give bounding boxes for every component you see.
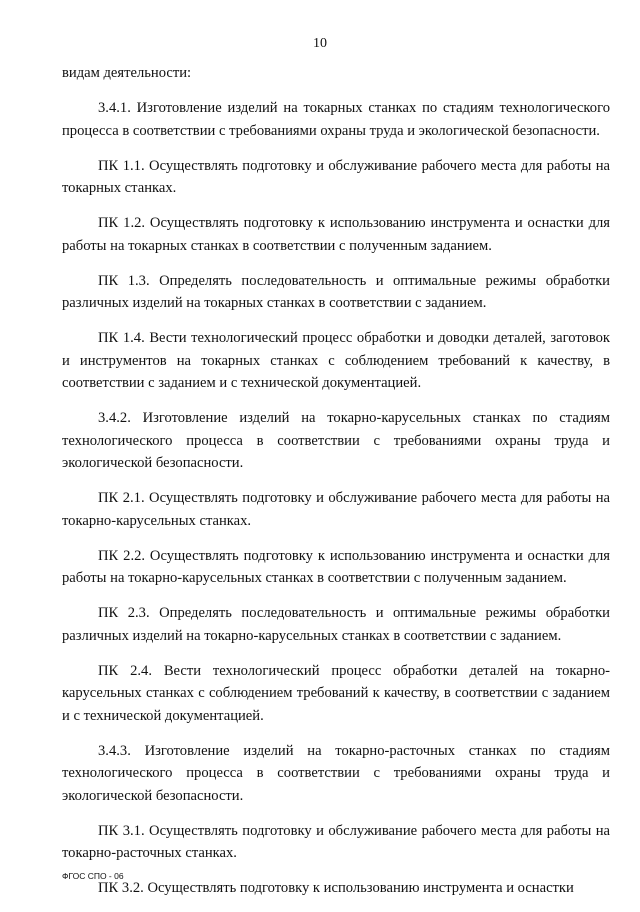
competency-pk-2-3: ПК 2.3. Определять последовательность и оптимальные режимы обработки различных изделий на токарно-карусельных станках в соответствии с заданием. [62, 605, 610, 644]
competency-pk-1-4: ПК 1.4. Вести технологический процесс обработки и доводки деталей, заготовок и инструментов на токарных станках с соблюдением требований к качеству, в соответствии с заданием и с технической документацией. [62, 330, 610, 391]
section-3-4-3-heading: 3.4.3. Изготовление изделий на токарно-расточных станках по стадиям технологического процесса в соответствии с требованиями охраны труда и экологической безопасности. [62, 742, 610, 804]
page-number: 10 [313, 36, 327, 51]
paragraph-intro: видам деятельности: [62, 65, 192, 81]
document-body [62, 62, 610, 912]
competency-pk-1-1: ПК 1.1. Осуществлять подготовку и обслуживание рабочего места для работы на токарных станках. [62, 157, 610, 196]
competency-pk-2-2: ПК 2.2. Осуществлять подготовку к использованию инструмента и оснастки для работы на токарно-карусельных станках в соответствии с полученным заданием. [62, 547, 610, 586]
competency-pk-3-1: ПК 3.1. Осуществлять подготовку и обслуживание рабочего места для работы на токарно-расточных станках. [62, 822, 610, 861]
competency-pk-2-4: ПК 2.4. Вести технологический процесс обработки деталей на токарно-карусельных станках с соблюдением требований к качеству, в соответствии с заданием и с технической документацией. [62, 662, 610, 724]
competency-pk-1-2: ПК 1.2. Осуществлять подготовку к использованию инструмента и оснастки для работы на токарных станках в соответствии с полученным заданием. [62, 215, 610, 254]
competency-pk-3-2: ПК 3.2. Осуществлять подготовку к использованию инструмента и оснастки [98, 880, 574, 896]
footer-label: ФГОС СПО - 06 [62, 871, 124, 881]
section-3-4-2-heading: 3.4.2. Изготовление изделий на токарно-карусельных станках по стадиям технологического процесса в соответствии с требованиями охраны труда и экологической безопасности. [62, 410, 610, 471]
competency-pk-1-3: ПК 1.3. Определять последовательность и оптимальные режимы обработки различных изделий на токарных станках в соответствии с заданием. [62, 272, 610, 311]
section-3-4-1-heading: 3.4.1. Изготовление изделий на токарных станках по стадиям технологического процесса в соответствии с требованиями охраны труда и экологической безопасности. [62, 100, 610, 139]
competency-pk-2-1: ПК 2.1. Осуществлять подготовку и обслуживание рабочего места для работы на токарно-карусельных станках. [62, 490, 610, 529]
